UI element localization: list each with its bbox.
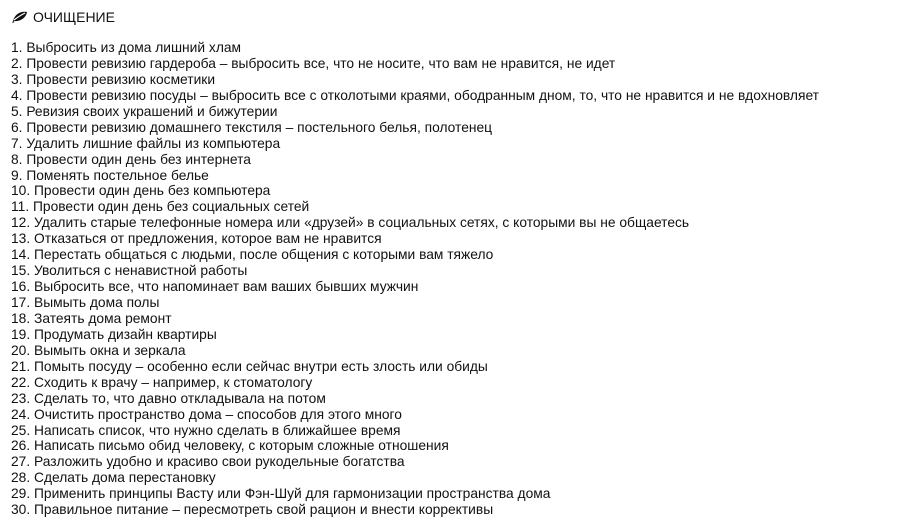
section-title: ОЧИЩЕНИЕ	[33, 9, 115, 25]
list-item: 14. Перестать общаться с людьми, после общения с которыми вам тяжело	[11, 247, 494, 263]
list-item: 1. Выбросить из дома лишний хлам	[11, 40, 242, 55]
list-item: 3. Провести ревизию косметики	[11, 71, 216, 87]
list-item: 25. Написать список, что нужно сделать в ближайшее время	[11, 422, 401, 438]
list-item: 4. Провести ревизию посуды – выбросить все с отколотыми краями, ободранным дном, то, что не нравится и не вдохновляет	[11, 87, 819, 103]
list-item: 22. Сходить к врачу – например, к стоматологу	[11, 374, 313, 390]
list-item: 30. Правильное питание – пересмотреть свой рацион и внести коррективы	[11, 502, 494, 518]
cleanup-list	[11, 40, 819, 518]
section-heading	[12, 8, 115, 26]
list-item: 8. Провести один день без интернета	[11, 151, 251, 167]
list-item: 12. Удалить старые телефонные номера или «друзей» в социальных сетях, с которыми вы не общаетесь	[11, 215, 690, 231]
list-item: 10. Провести один день без компьютера	[11, 183, 271, 199]
list-item: 15. Уволиться с ненавистной работы	[11, 263, 248, 279]
list-item: 17. Вымыть дома полы	[11, 295, 160, 310]
list-item: 13. Отказаться от предложения, которое вам не нравится	[11, 231, 382, 247]
list-item: 2. Провести ревизию гардероба – выбросить все, что не носите, что вам не нравится, не идет	[11, 55, 616, 71]
list-item: 11. Провести один день без социальных сетей	[11, 199, 310, 215]
list-item: 6. Провести ревизию домашнего текстиля – постельного белья, полотенец	[11, 119, 493, 135]
list-item: 24. Очистить пространство дома – способов для этого много	[11, 406, 402, 422]
list-item: 20. Вымыть окна и зеркала	[11, 342, 186, 358]
list-item: 5. Ревизия своих украшений и бижутерии	[11, 103, 278, 119]
leaf-icon	[12, 11, 28, 23]
list-item: 19. Продумать дизайн квартиры	[11, 326, 217, 342]
list-item: 23. Сделать то, что давно откладывала на потом	[11, 390, 326, 406]
list-item: 21. Помыть посуду – особенно если сейчас внутри есть злость или обиды	[11, 358, 488, 374]
list-item: 26. Написать письмо обид человеку, с которым сложные отношения	[11, 438, 449, 454]
list-item: 29. Применить принципы Васту или Фэн-Шуй для гармонизации пространства дома	[11, 486, 551, 502]
list-item: 16. Выбросить все, что напоминает вам ваших бывших мужчин	[11, 279, 419, 295]
list-item: 27. Разложить удобно и красиво свои рукодельные богатства	[11, 454, 405, 470]
list-item: 18. Затеять дома ремонт	[11, 310, 172, 326]
list-item: 9. Поменять постельное белье	[11, 167, 209, 183]
list-item: 7. Удалить лишние файлы из компьютера	[11, 135, 281, 151]
list-item: 28. Сделать дома перестановку	[11, 470, 216, 486]
